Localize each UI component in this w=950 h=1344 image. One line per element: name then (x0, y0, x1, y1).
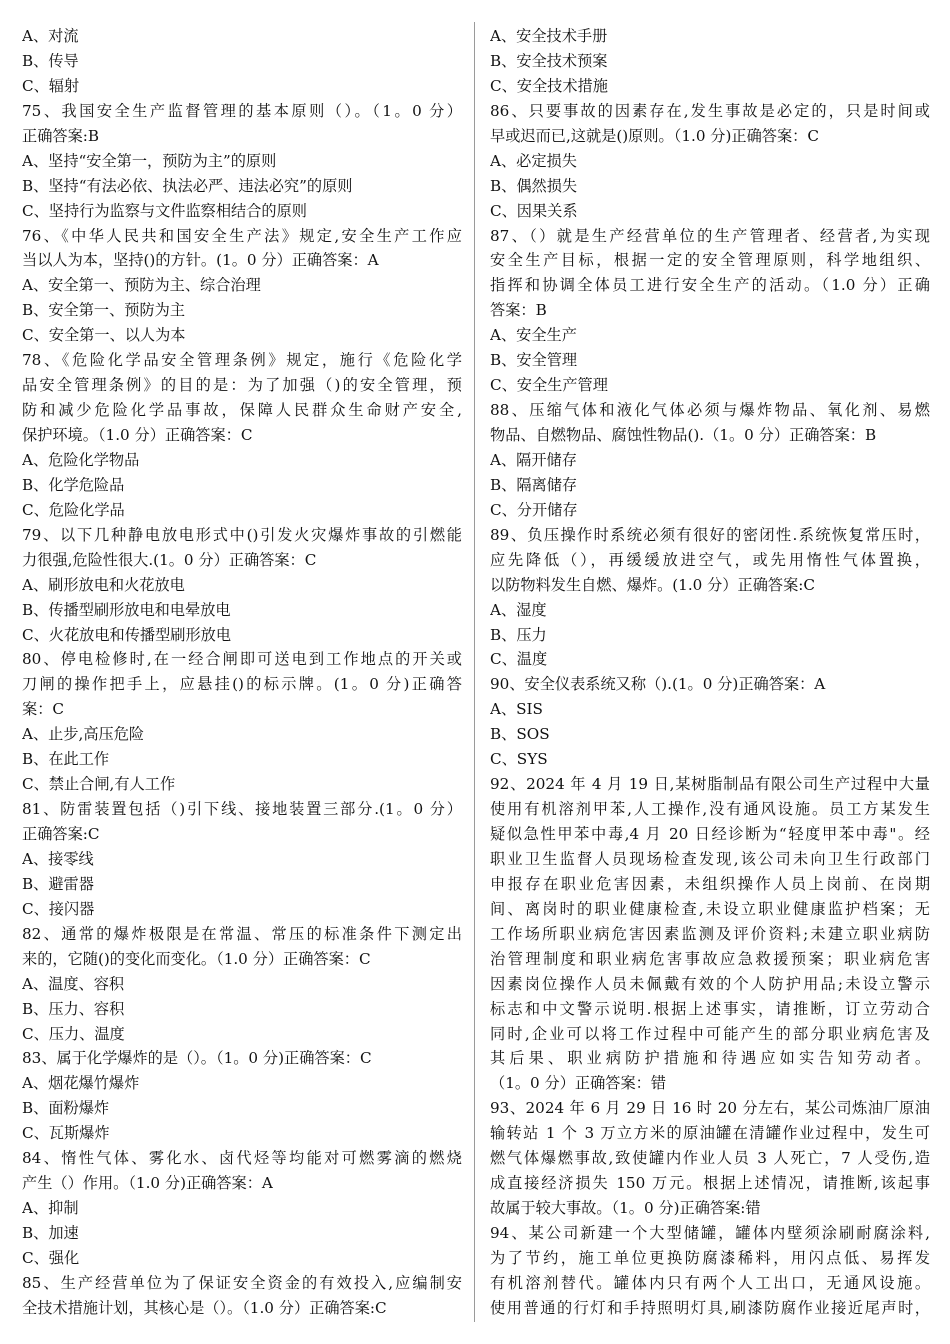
text-line: 治管理制度和职业病危害事故应急救援预案；职业病危害 (490, 949, 930, 968)
text-line: 为了节约，施工单位更换防腐漆稀料，用闪点低、易挥发 (490, 1248, 930, 1267)
left-column (22, 24, 462, 1321)
text-line: 来的，它随()的变化而变化。（1.0 分）正确答案：C (22, 949, 371, 968)
text-line: A、隔开储存 (490, 450, 577, 469)
text-line: 全技术措施计划，其核心是（）。（1.0 分）正确答案:C (22, 1298, 387, 1317)
text-line: 工作场所职业病危害因素监测及评价资料;未建立职业病防 (490, 924, 930, 943)
text-line: C、坚持行为监察与文件监察相结合的原则 (22, 201, 307, 220)
text-line: A、止步,高压危险 (22, 725, 145, 744)
text-line: 力很强,危险性很大.(1。0 分）正确答案：C (22, 550, 317, 569)
text-line: 89、负压操作时系统必须有很好的密闭性.系统恢复常压时， (490, 525, 930, 544)
text-line: 职业卫生监督人员现场检查发现,该公司未向卫生行政部门 (490, 849, 930, 868)
text-line: A、接零线 (22, 849, 94, 868)
text-line: 80、停电检修时,在一经合闸即可送电到工作地点的开关或 (22, 650, 462, 669)
text-line: 输转站 1 个 3 万立方米的原油罐在清罐作业过程中，发生可 (490, 1124, 930, 1143)
text-line: 刀闸的操作把手上，应悬挂()的标示牌。(1。0 分)正确答 (22, 675, 462, 694)
text-line: 86、只要事故的因素存在,发生事故是必定的，只是时间或 (490, 101, 930, 120)
text-line: 疑似急性甲苯中毒,4 月 20 日经诊断为“轻度甲苯中毒"。经 (490, 825, 930, 843)
text-line: 88、压缩气体和液化气体必须与爆炸物品、氧化剂、易燃 (490, 401, 930, 420)
text-line: A、SIS (490, 700, 543, 719)
text-line: B、安全技术预案 (490, 51, 608, 70)
text-line: C、压力、温度 (22, 1024, 125, 1043)
text-line: 81、防雷装置包括（)引下线、接地装置三部分.(1。0 分） (22, 800, 462, 819)
text-line: B、隔离储存 (490, 475, 578, 494)
text-line: A、烟花爆竹爆炸 (22, 1074, 140, 1093)
text-line: B、在此工作 (22, 750, 110, 769)
text-line: 93、2024 年 6 月 29 日 16 时 20 分左右，某公司炼油厂原油 (490, 1099, 930, 1118)
text-line: 正确答案:B (22, 126, 100, 145)
text-line: 76、《中华人民共和国安全生产法》规定,安全生产工作应 (22, 226, 462, 245)
text-line: B、传导 (22, 51, 79, 70)
text-line: 早或迟而已,这就是()原则。（1.0 分)正确答案：C (490, 126, 819, 145)
text-line: B、面粉爆炸 (22, 1099, 110, 1118)
text-line: B、加速 (22, 1224, 79, 1242)
text-line: C、安全技术措施 (490, 76, 608, 95)
text-line: B、SOS (490, 725, 550, 744)
text-line: B、压力、容积 (22, 999, 125, 1018)
text-line: 使用有机溶剂甲苯,人工操作,没有通风设施。员工方某发生 (490, 800, 930, 819)
text-line: 防和减少危险化学品事故，保障人民群众生命财产安全, (22, 401, 462, 420)
text-line: 94、某公司新建一个大型储罐，罐体内壁须涂刷耐腐涂料, (490, 1224, 930, 1242)
text-line: B、坚持“有法必依、执法必严、违法必究”的原则 (22, 176, 353, 195)
text-line: B、传播型刷形放电和电晕放电 (22, 600, 231, 619)
text-line: A、湿度 (490, 600, 547, 619)
text-line: 其后果、职业病防护措施和待遇应如实告知劳动者。 (490, 1049, 930, 1068)
text-line: 答案：B (490, 301, 547, 320)
text-line: C、禁止合闸,有人工作 (22, 775, 176, 794)
text-line: （1。0 分）正确答案：错 (490, 1074, 667, 1093)
text-line: 82、通常的爆炸极限是在常温、常压的标准条件下测定出 (22, 924, 462, 943)
text-line: 85、生产经营单位为了保证安全资金的有效投入,应编制安 (22, 1273, 462, 1292)
text-line: 产生（）作用。（1.0 分)正确答案：A (22, 1174, 273, 1193)
text-line: 有机溶剂替代。罐体内只有两个人工出口，无通风设施。 (490, 1273, 930, 1292)
text-line: 84、惰性气体、雾化水、卤代烃等均能对可燃雾滴的燃烧 (22, 1149, 462, 1168)
text-line: 间、离岗时的职业健康检查,未设立职业健康监护档案；无 (490, 899, 930, 918)
text-line: 物品、自燃物品、腐蚀性物品().（1。0 分）正确答案：B (490, 426, 877, 444)
text-line: A、必定损失 (490, 151, 577, 170)
text-line: C、辐射 (22, 76, 80, 95)
text-line: 90、安全仪表系统又称（).(1。0 分)正确答案：A (490, 675, 826, 694)
text-line: 故属于较大事故。（1。0 分)正确答案:错 (490, 1199, 761, 1218)
text-line: 应先降低（），再缓缓放进空气，或先用惰性气体置换， (490, 550, 930, 569)
text-line: C、瓦斯爆炸 (22, 1124, 110, 1143)
text-line: 92、2024 年 4 月 19 日,某树脂制品有限公司生产过程中大量 (490, 775, 930, 794)
text-line: A、温度、容积 (22, 974, 125, 993)
text-line: A、刷形放电和火花放电 (22, 575, 185, 594)
text-line: 使用普通的行灯和手持照明灯具,刷漆防腐作业接近尾声时， (490, 1298, 930, 1317)
text-line: 以防物料发生自燃、爆炸。(1.0 分）正确答案:C (490, 575, 816, 594)
text-line: C、接闪器 (22, 899, 95, 918)
text-line: 燃气体爆燃事故,致使罐内作业人员 3 人死亡，7 人受伤,造 (490, 1149, 930, 1168)
text-line: A、抑制 (22, 1199, 79, 1218)
text-line: C、危险化学品 (22, 500, 125, 519)
text-line: C、因果关系 (490, 201, 578, 220)
text-line: 87、（）就是生产经营单位的生产管理者、经营者,为实现 (490, 226, 930, 245)
text-line: C、安全第一、以人为本 (22, 326, 186, 345)
text-line: C、安全生产管理 (490, 376, 608, 395)
column-divider (474, 22, 475, 1322)
text-line: 成直接经济损失 150 万元。根据上述情况，请推断,该起事 (490, 1174, 930, 1193)
text-line: C、SYS (490, 750, 548, 769)
text-line: 83、属于化学爆炸的是（）。（1。0 分)正确答案：C (22, 1049, 372, 1068)
text-line: 指挥和协调全体员工进行安全生产的活动。（1.0 分）正确 (490, 276, 930, 295)
text-line: 品安全管理条例》的目的是：为了加强（)的安全管理，预 (22, 376, 462, 395)
text-line: A、安全第一、预防为主、综合治理 (22, 276, 261, 295)
text-line: B、安全管理 (490, 351, 578, 370)
text-line: 78、《危险化学品安全管理条例》规定，施行《危险化学 (22, 351, 462, 370)
text-line: C、温度 (490, 650, 548, 669)
text-line: 正确答案:C (22, 825, 100, 843)
text-line: B、安全第一、预防为主 (22, 301, 186, 320)
text-line: 因素岗位操作人员未佩戴有效的个人防护用品;未设立警示 (490, 974, 930, 993)
text-line: 当以人为本，坚持()的方针。(1。0 分）正确答案：A (22, 251, 379, 270)
text-line: 保护环境。（1.0 分）正确答案：C (22, 426, 253, 444)
text-line: 75、我国安全生产监督管理的基本原则（）。（1。0 分） (22, 101, 462, 120)
text-line: B、化学危险品 (22, 475, 125, 494)
text-line: C、火花放电和传播型刷形放电 (22, 625, 232, 644)
text-line: A、坚持“安全第一，预防为主”的原则 (22, 151, 277, 170)
text-line: 安全生产目标，根据一定的安全管理原则，科学地组织、 (490, 251, 930, 270)
text-line: 79、以下几种静电放电形式中()引发火灾爆炸事故的引燃能 (22, 525, 462, 544)
text-line: B、避雷器 (22, 874, 94, 893)
text-line: C、强化 (22, 1248, 80, 1267)
text-line: A、安全生产 (490, 326, 577, 345)
text-line: A、安全技术手册 (490, 27, 608, 45)
text-line: A、危险化学物品 (22, 450, 140, 469)
text-line: 案：C (22, 700, 64, 719)
text-line: 标志和中文警示说明.根据上述事实，请推断，订立劳动合 (490, 999, 930, 1018)
text-line: B、偶然损失 (490, 176, 578, 195)
text-line: A、对流 (22, 27, 79, 45)
right-column (490, 24, 930, 1321)
text-line: B、压力 (490, 625, 547, 644)
text-line: C、分开储存 (490, 500, 578, 519)
text-line: 申报存在职业危害因素，未组织操作人员上岗前、在岗期 (490, 874, 930, 893)
text-line: 同时,企业可以将工作过程中可能产生的部分职业病危害及 (490, 1024, 930, 1043)
